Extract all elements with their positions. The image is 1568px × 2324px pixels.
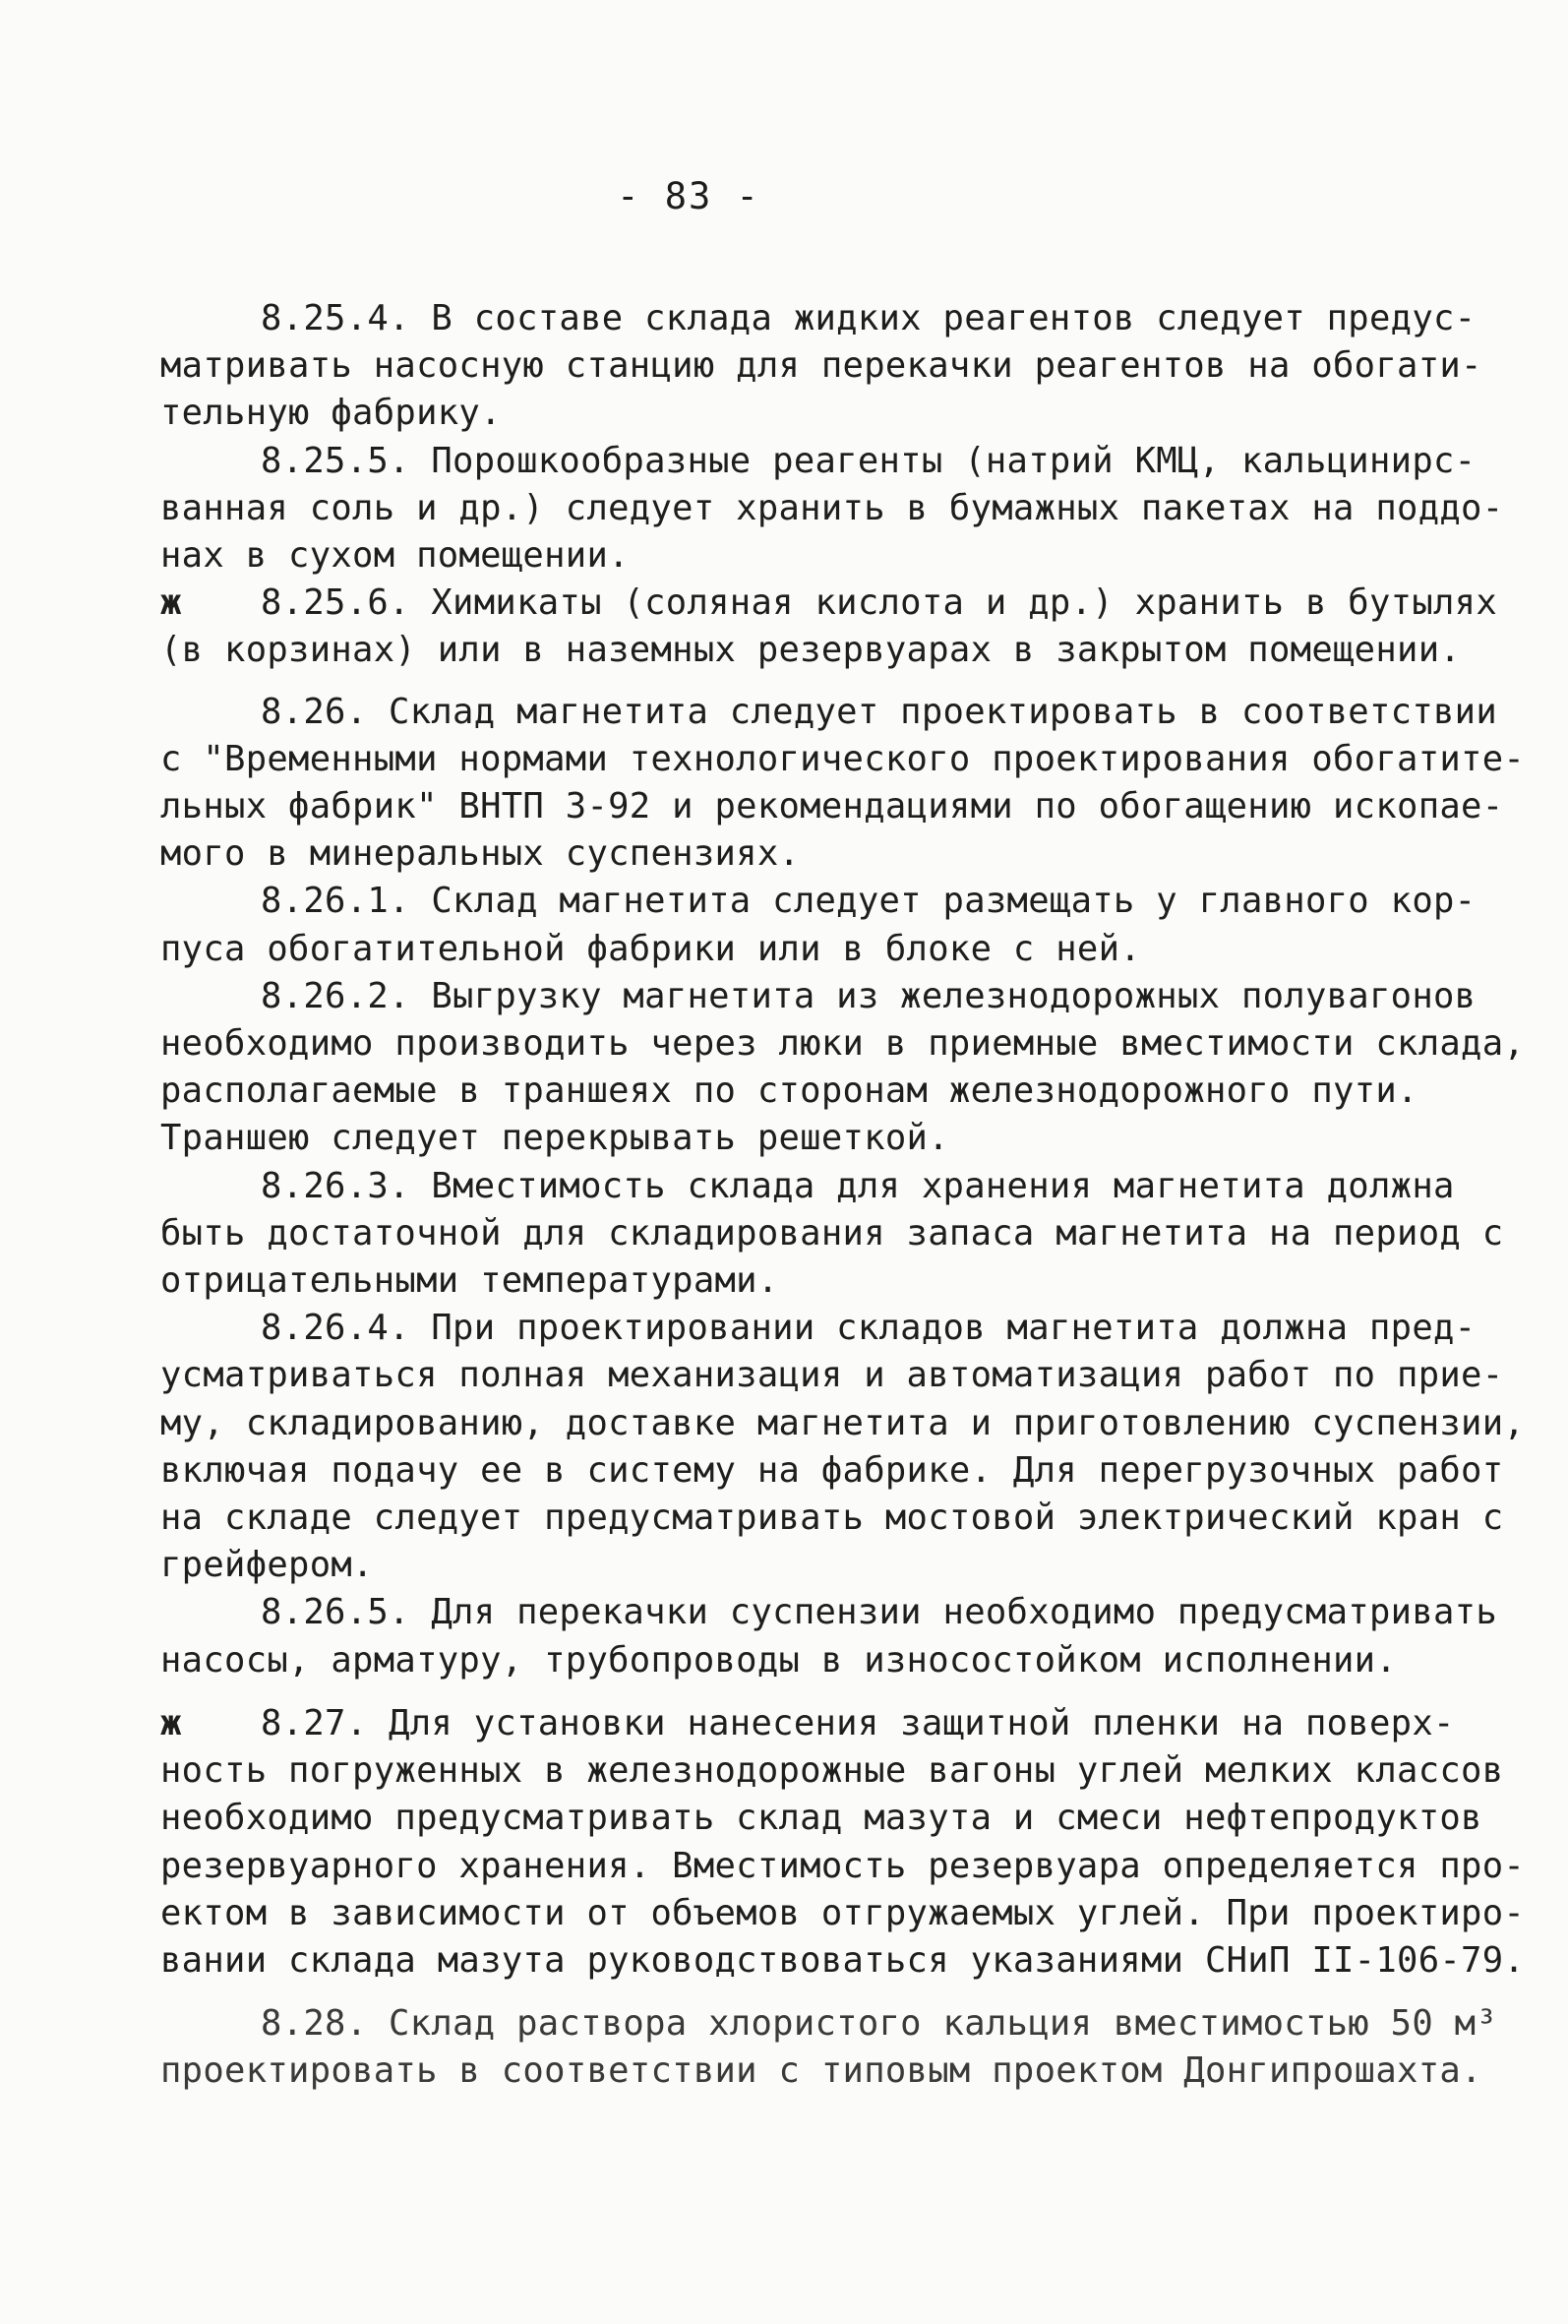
document-body [160, 295, 1526, 2096]
text-line: включая подачу ее в систему на фабрике. Для перегрузочных работ [160, 1449, 1504, 1491]
text-line: быть достаточной для складирования запаса магнетита на период с [160, 1212, 1504, 1254]
text-line: ность погруженных в железнодорожные вагоны углей мелких классов [160, 1750, 1504, 1792]
paragraph-8-26-4 [160, 1305, 1526, 1589]
text-line: Траншею следует перекрывать решеткой. [160, 1118, 949, 1159]
text-line [160, 1700, 1459, 1747]
paragraph-8-28 [160, 2000, 1498, 2095]
text-line: пуса обогатительной фабрики или в блоке с ней. [160, 928, 1141, 969]
paragraph-8-27 [160, 1700, 1526, 1985]
text-line: 8.26.5. Для перекачки суспензии необходимо предусматривать [261, 1592, 1498, 1633]
paragraph-8-26 [160, 689, 1526, 879]
text-line: грейфером. [160, 1545, 374, 1586]
text-line: 8.25.4. В составе склада жидких реагентов следует предус- [261, 298, 1477, 338]
paragraph-8-26-1 [160, 878, 1477, 972]
text-line: 8.26.1. Склад магнетита следует размещать у главного кор- [261, 881, 1477, 922]
text-line: на складе следует предусматривать мостовой электрический кран с [160, 1498, 1504, 1539]
text-line: вании склада мазута руководствоваться указаниями СНиП II-106-79. [160, 1939, 1526, 1981]
text-line: с "Временными нормами технологического проектирования обогатите- [160, 738, 1526, 779]
text-line: му, складированию, доставке магнетита и приготовлению суспензии, [160, 1402, 1526, 1443]
text-line: 8.25.5. Порошкообразные реагенты (натрий КМЦ, кальцинирс- [261, 440, 1477, 481]
text-line: (в корзинах) или в наземных резервуарах в закрытом помещении. [160, 630, 1462, 671]
text-line-content: 8.25.6. Химикаты (соляная кислота и др.) хранить в бутылях [261, 582, 1498, 624]
text-line: нах в сухом помещении. [160, 535, 630, 577]
text-line: 8.26.4. При проектировании складов магнетита должна пред- [261, 1308, 1477, 1349]
text-line: ванная соль и др.) следует хранить в бумажных пакетах на поддо- [160, 487, 1504, 528]
text-line: 8.28. Склад раствора хлористого кальция вместимостью 50 м³ [261, 2003, 1498, 2045]
text-line: отрицательными температурами. [160, 1260, 779, 1302]
page-number: - 83 - [617, 175, 760, 217]
text-line: необходимо предусматривать склад мазута и смеси нефтепродуктов [160, 1798, 1482, 1839]
paragraph-8-26-2 [160, 973, 1526, 1163]
paragraph-8-26-5 [160, 1589, 1498, 1683]
text-line: льных фабрик" ВНТП 3-92 и рекомендациями по обогащению ископае- [160, 786, 1504, 827]
text-line: усматриваться полная механизация и автоматизация работ по прие- [160, 1355, 1504, 1396]
text-line [160, 580, 1498, 627]
paragraph-8-25-4 [160, 295, 1482, 438]
text-line: ектом в зависимости от объемов отгружаемых углей. При проектиро- [160, 1892, 1526, 1933]
text-line: располагаемые в траншеях по сторонам железнодорожного пути. [160, 1070, 1418, 1112]
paragraph-8-26-3 [160, 1163, 1504, 1306]
text-line: резервуарного хранения. Вместимость резервуара определяется про- [160, 1845, 1526, 1886]
text-line: насосы, арматуру, трубопроводы в износостойком исполнении. [160, 1639, 1398, 1681]
text-line: мого в минеральных суспензиях. [160, 833, 801, 875]
text-line: тельную фабрику. [160, 393, 502, 434]
text-line-content: 8.27. Для установки нанесения защитной пленки на поверх- [261, 1702, 1455, 1743]
text-line: проектировать в соответствии с типовым проектом Донгипрошахта. [160, 2050, 1482, 2092]
paragraph-8-25-6 [160, 580, 1498, 674]
text-line: необходимо производить через люки в приемные вместимости склада, [160, 1023, 1526, 1065]
revision-marker: ж [160, 1702, 182, 1743]
revision-marker: ж [160, 582, 182, 624]
text-line: 8.26.2. Выгрузку магнетита из железнодорожных полувагонов [261, 975, 1477, 1016]
text-line: 8.26. Склад магнетита следует проектировать в соответствии [261, 691, 1498, 732]
paragraph-8-25-5 [160, 438, 1504, 581]
text-line: 8.26.3. Вместимость склада для хранения магнетита должна [261, 1165, 1455, 1206]
text-line: матривать насосную станцию для перекачки реагентов на обогати- [160, 345, 1482, 387]
